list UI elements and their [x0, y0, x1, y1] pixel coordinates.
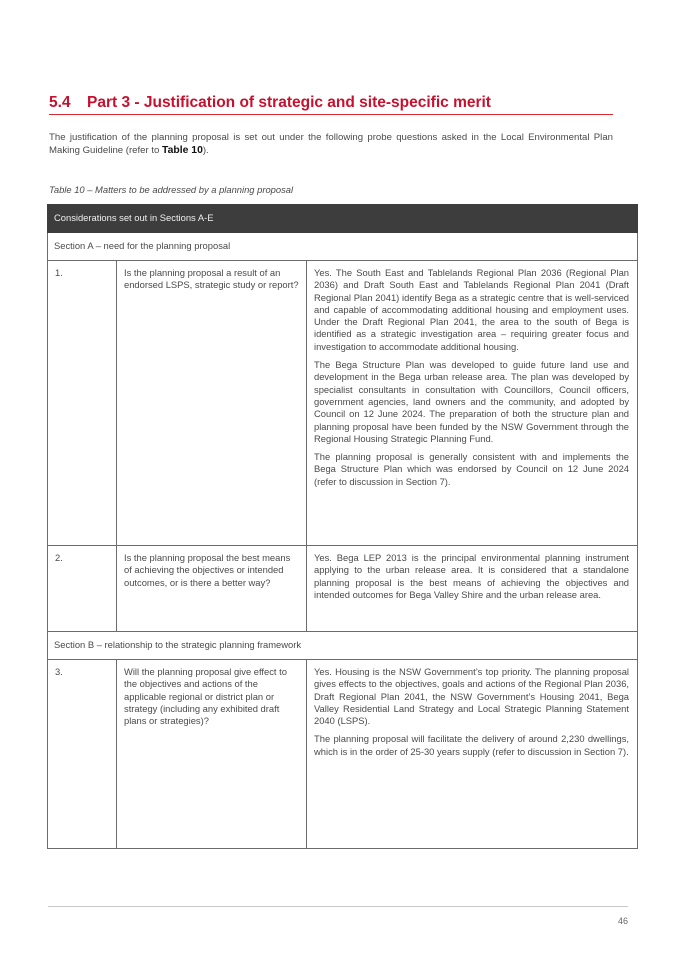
page-number: 46: [618, 916, 629, 926]
response-paragraph: Yes. Bega LEP 2013 is the principal environmental planning instrument applying to the urban release area. It is considered that a standalone planning proposal is the best means of achieving the objectives and intended outcomes for Bega Valley Shire and the urban release area.: [314, 552, 630, 600]
row-number: 1.: [48, 261, 117, 546]
section-title: Part 3 - Justification of strategic and site-specific merit: [87, 94, 491, 111]
matters-table: [47, 204, 638, 849]
row-question: Will the planning proposal give effect to the objectives and actions of the applicable regional or district plan or strategy (including any exhibited draft plans or strategies)?: [117, 660, 307, 849]
intro-paragraph: [49, 131, 613, 158]
response-paragraph: Yes. The South East and Tablelands Regional Plan 2036 (Regional Plan 2036) and Draft South East and Tablelands Regional Plan 2041 (Draft Regional Plan 2041) identify Bega as a strategic centre that is well-serviced and capable of accommodating additional housing and employment uses. Under the Draft Regional Plan 2041, the area to the south of Bega is identified as a strategic investigation area – requiring greater focus and investigation to accommodate additional housing.: [314, 267, 630, 352]
row-question: Is the planning proposal the best means of achieving the objectives or intended outcomes, or is there a better way?: [117, 546, 307, 632]
row-response: [307, 660, 638, 849]
footer-divider: [48, 906, 628, 907]
table-caption: Table 10 – Matters to be addressed by a planning proposal: [49, 184, 294, 195]
row-response: [307, 546, 638, 632]
section-heading: [49, 94, 613, 115]
intro-text: The justification of the planning proposal is set out under the following probe questions asked in the Local Environmental Plan Making Guideline (refer to: [49, 132, 613, 157]
row-number: 2.: [48, 546, 117, 632]
intro-text-end: ).: [202, 145, 209, 157]
table-reference-link: Table 10: [162, 145, 203, 157]
section-number: 5.4: [49, 94, 71, 111]
response-paragraph: The planning proposal will facilitate the delivery of around 2,230 dwellings, which is in the order of 25-30 years supply (refer to discussion in Section 7).: [314, 733, 630, 757]
table-row: [48, 546, 638, 632]
section-a-title: Section A – need for the planning proposal: [48, 233, 638, 261]
section-row: [48, 233, 638, 261]
row-response: [307, 261, 638, 546]
table-row: [48, 261, 638, 546]
table-header: Considerations set out in Sections A-E: [48, 205, 638, 233]
row-question: Is the planning proposal a result of an endorsed LSPS, strategic study or report?: [117, 261, 307, 546]
row-number: 3.: [48, 660, 117, 849]
section-row: [48, 632, 638, 660]
response-paragraph: The planning proposal is generally consistent with and implements the Bega Structure Plan which was endorsed by Council on 12 June 2024 (refer to discussion in Section 7).: [314, 451, 630, 487]
section-b-title: Section B – relationship to the strategic planning framework: [48, 632, 638, 660]
response-paragraph: The Bega Structure Plan was developed to guide future land use and development in the Bega urban release area. The plan was developed by specialist consultants in consultation with Councillors, Council officers, government agencies, land owners and the community, and adopted by Council on 12 June 2024. The preparation of both the structure plan and planning proposal have been funded by the NSW Government through the Regional Housing Strategic Planning Fund.: [314, 359, 630, 444]
response-paragraph: Yes. Housing is the NSW Government’s top priority. The planning proposal gives effects to the objectives, goals and actions of the Regional Plan 2036, Draft Regional Plan 2041, the NSW Government’s Housing 2041, Bega Valley Residential Land Strategy and Local Strategic Planning Statement 2040 (LSPS).: [314, 666, 630, 727]
table-row: [48, 660, 638, 849]
table-header-row: [48, 205, 638, 233]
